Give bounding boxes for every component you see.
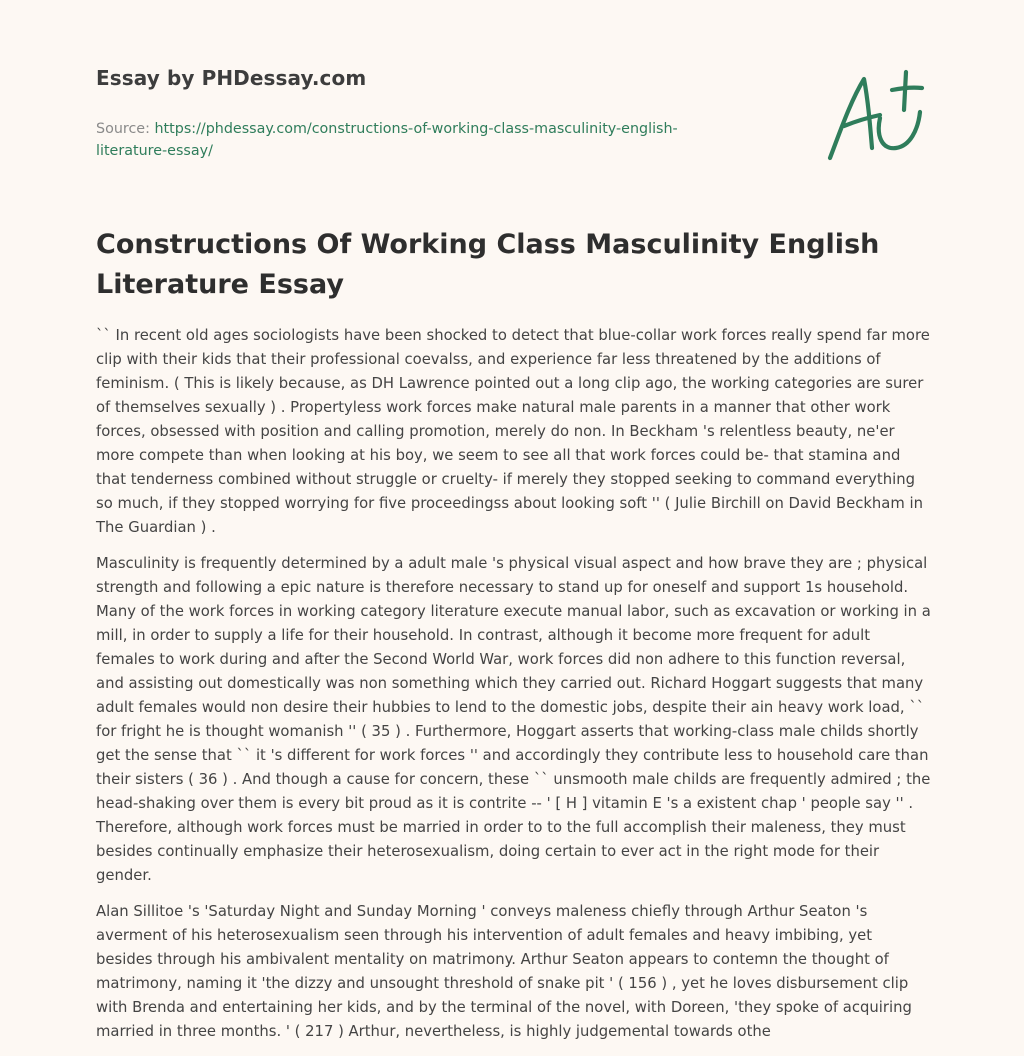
source-link-line-2: literature-essay/ xyxy=(96,143,213,159)
source-link[interactable] xyxy=(96,121,678,159)
article-title: Constructions Of Working Class Masculinity English Literature Essay xyxy=(96,229,880,300)
paragraph: `` In recent old ages sociologists have been shocked to detect that blue-collar work forces really spend far more clip with their kids that their professional coevalss, and experience far less threatened by the additions of feminism. ( This is likely because, as DH Lawrence pointed out a long clip ago, the working categories are surer of themselves sexually ) . Propertyless work forces make natural male parents in a manner that other work forces, obsessed with position and calling promotion, merely do non. In Beckham 's relentless beauty, ne'er more compete than when looking at his boy, we seem to see all that work forces could be- that stamina and that tenderness combined without struggle or cruelty- if merely they stopped seeking to command everything so much, if they stopped worrying for five proceedingss about looking soft '' ( Julie Birchill on David Beckham in The Guardian ) . xyxy=(96,327,930,536)
source-label: Source: xyxy=(96,121,155,137)
a-plus-logo-icon xyxy=(818,66,930,166)
site-header xyxy=(96,66,736,162)
site-brand: Essay by PHDessay.com xyxy=(96,66,367,90)
article-body xyxy=(96,324,932,1056)
source-line xyxy=(96,118,736,162)
source-link-line-1: https://phdessay.com/constructions-of-working-class-masculinity-english- xyxy=(154,121,678,137)
paragraph: Alan Sillitoe 's 'Saturday Night and Sunday Morning ' conveys maleness chiefly through Arthur Seaton 's averment of his heterosexualism seen through his intervention of adult females and heavy imbibing, yet besides through his ambivalent mentality on matrimony. Arthur Seaton appears to contemn the thought of matrimony, naming it 'the dizzy and unsought threshold of snake pit ' ( 156 ) , yet he loves disbursement clip with Brenda and entertaining her kids, and by the terminal of the novel, with Doreen, 'they spoke of acquiring married in three months. ' ( 217 ) Arthur, nevertheless, is highly judgemental towards othe xyxy=(96,903,912,1040)
paragraph: Masculinity is frequently determined by a adult male 's physical visual aspect and how brave they are ; physical strength and following a epic nature is therefore necessary to stand up for oneself and support 1s household. Many of the work forces in working category literature execute manual labor, such as excavation or working in a mill, in order to supply a life for their household. In contrast, although it become more frequent for adult females to work during and after the Second World War, work forces did non adhere to this function reversal, and assisting out domestically was non something which they carried out. Richard Hoggart suggests that many adult females would non desire their hubbies to lend to the domestic jobs, despite their ain heavy work load, `` for fright he is thought womanish '' ( 35 ) . Furthermore, Hoggart asserts that working-class male childs shortly get the sense that `` it 's different for work forces '' and accordingly they contribute less to household care than their sisters ( 36 ) . And though a cause for concern, these `` unsmooth male childs are frequently admired ; the head-shaking over them is every bit proud as it is contrite -- ' [ H ] vitamin E 's a existent chap ' people say '' . Therefore, although work forces must be married in order to to the full accomplish their maleness, they must besides continually emphasize their heterosexualism, doing certain to ever act in the right mode for their gender. xyxy=(96,555,931,884)
